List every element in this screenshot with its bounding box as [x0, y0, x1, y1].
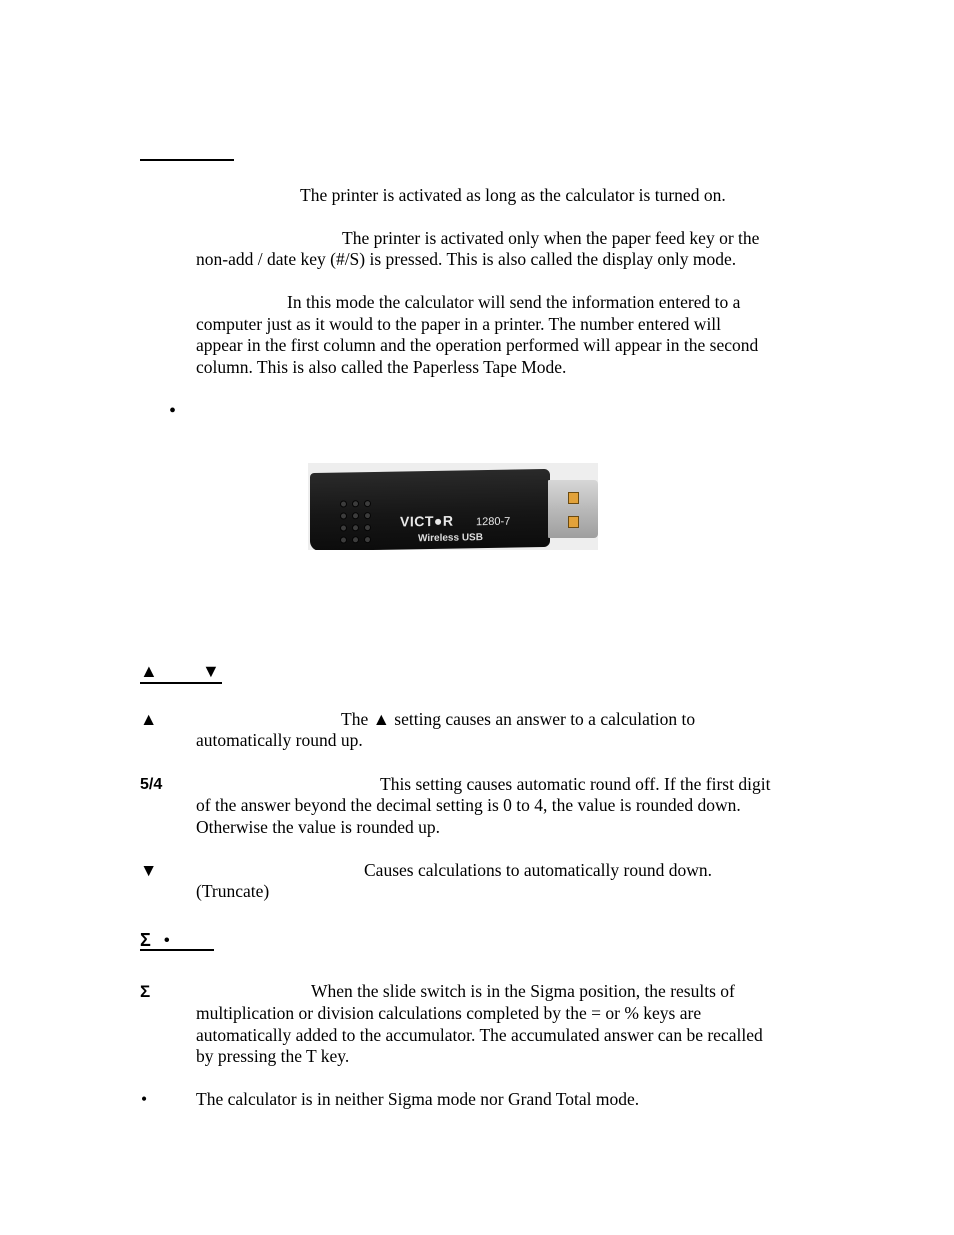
usb-brand-label: VICT●R [400, 512, 454, 530]
wireless-usb-photo [308, 463, 598, 550]
usb-connector-slot-bottom [568, 516, 579, 528]
rounding-heading-up-symbol: ▲ [140, 661, 158, 681]
print-off-text-line1: The printer is activated only when the paper feed key or the [342, 228, 760, 248]
round-up-text-line1: The ▲ setting causes an answer to a calculation to [341, 709, 696, 729]
pc-mode-text-line4: column. This is also called the Paperless Tape Mode. [196, 357, 567, 377]
print-section-heading-rule [140, 159, 234, 161]
usb-dot-pattern [340, 500, 376, 550]
sigma-mode-text-line3: automatically added to the accumulator. The accumulated answer can be recalled [196, 1025, 763, 1045]
usb-connector [548, 480, 598, 538]
rounding-heading-down-symbol: ▼ [202, 661, 220, 681]
sigma-heading-dot: • [164, 932, 170, 949]
usb-caption-label: Wireless USB [418, 532, 483, 545]
round-up-text-line2: automatically round up. [196, 730, 363, 750]
sigma-mode-text-line4: by pressing the T key. [196, 1046, 350, 1066]
print-on-text: The printer is activated as long as the calculator is turned on. [300, 185, 726, 205]
rounding-heading-rule [140, 682, 222, 684]
round-down-text-line2: (Truncate) [196, 881, 270, 901]
sigma-mode-text-line2: multiplication or division calculations completed by the = or % keys are [196, 1003, 702, 1023]
neutral-mode-symbol: • [141, 1089, 148, 1109]
pc-mode-text-line2: computer just as it would to the paper in a printer. The number entered will [196, 314, 722, 334]
usb-connector-slot-top [568, 492, 579, 504]
round-down-symbol: ▼ [140, 860, 158, 880]
round-off-symbol: 5/4 [140, 776, 163, 793]
print-off-text-line2: non-add / date key (#/S) is pressed. This is also called the display only mode. [196, 249, 737, 269]
round-down-text-line1: Causes calculations to automatically round down. [364, 860, 712, 880]
neutral-mode-text: The calculator is in neither Sigma mode nor Grand Total mode. [196, 1089, 640, 1109]
round-off-text-line3: Otherwise the value is rounded up. [196, 817, 440, 837]
sigma-heading-rule [140, 949, 214, 951]
usb-dongle-body [310, 469, 550, 550]
pc-mode-text-line3: appear in the first column and the operation performed will appear in the second [196, 335, 759, 355]
sigma-mode-symbol: Σ [140, 982, 151, 1001]
sigma-mode-text-line1: When the slide switch is in the Sigma position, the results of [311, 981, 735, 1001]
sigma-heading-symbol: Σ [140, 930, 151, 950]
pc-mode-text-line1: In this mode the calculator will send the information entered to a [287, 292, 741, 312]
round-off-text-line1: This setting causes automatic round off. If the first digit [380, 774, 771, 794]
list-bullet: • [169, 400, 177, 422]
usb-model-label: 1280-7 [476, 515, 511, 529]
round-off-text-line2: of the answer beyond the decimal setting is 0 to 4, the value is rounded down. [196, 795, 741, 815]
round-up-symbol: ▲ [140, 709, 158, 729]
